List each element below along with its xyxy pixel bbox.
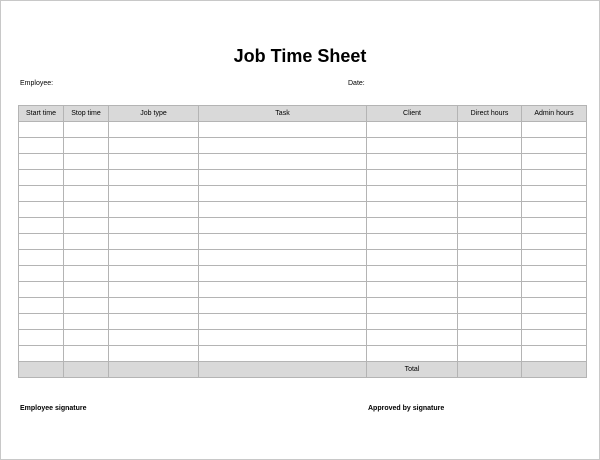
cell-admin-hours[interactable]	[522, 346, 587, 362]
cell-direct-hours[interactable]	[458, 202, 522, 218]
cell-stop-time[interactable]	[64, 202, 109, 218]
cell-admin-hours[interactable]	[522, 298, 587, 314]
table-row	[19, 218, 587, 234]
cell-task[interactable]	[199, 202, 367, 218]
cell-task[interactable]	[199, 170, 367, 186]
cell-client[interactable]	[367, 234, 458, 250]
cell-stop-time[interactable]	[64, 314, 109, 330]
column-header-task: Task	[199, 106, 367, 122]
total-label: Total	[367, 362, 458, 378]
cell-direct-hours[interactable]	[458, 346, 522, 362]
column-header-stop-time: Stop time	[64, 106, 109, 122]
cell-stop-time[interactable]	[64, 122, 109, 138]
cell-stop-time[interactable]	[64, 266, 109, 282]
cell-client[interactable]	[367, 154, 458, 170]
cell-job-type[interactable]	[109, 186, 199, 202]
cell-stop-time[interactable]	[64, 186, 109, 202]
cell-admin-hours[interactable]	[522, 170, 587, 186]
total-cell-task	[199, 362, 367, 378]
cell-client[interactable]	[367, 122, 458, 138]
cell-stop-time[interactable]	[64, 218, 109, 234]
cell-client[interactable]	[367, 218, 458, 234]
cell-client[interactable]	[367, 186, 458, 202]
cell-task[interactable]	[199, 154, 367, 170]
table-row	[19, 298, 587, 314]
cell-admin-hours[interactable]	[522, 218, 587, 234]
column-header-job-type: Job type	[109, 106, 199, 122]
table-row	[19, 346, 587, 362]
cell-admin-hours[interactable]	[522, 314, 587, 330]
cell-client[interactable]	[367, 202, 458, 218]
column-header-client: Client	[367, 106, 458, 122]
cell-start-time[interactable]	[19, 122, 64, 138]
table-row	[19, 122, 587, 138]
cell-direct-hours[interactable]	[458, 330, 522, 346]
cell-start-time[interactable]	[19, 250, 64, 266]
cell-client[interactable]	[367, 250, 458, 266]
cell-job-type[interactable]	[109, 314, 199, 330]
cell-stop-time[interactable]	[64, 330, 109, 346]
cell-start-time[interactable]	[19, 154, 64, 170]
cell-client[interactable]	[367, 330, 458, 346]
table-header-row	[19, 106, 587, 122]
cell-start-time[interactable]	[19, 346, 64, 362]
cell-client[interactable]	[367, 314, 458, 330]
cell-direct-hours[interactable]	[458, 138, 522, 154]
cell-direct-hours[interactable]	[458, 186, 522, 202]
total-cell-stop	[64, 362, 109, 378]
cell-task[interactable]	[199, 122, 367, 138]
cell-job-type[interactable]	[109, 218, 199, 234]
cell-start-time[interactable]	[19, 202, 64, 218]
cell-stop-time[interactable]	[64, 346, 109, 362]
cell-client[interactable]	[367, 138, 458, 154]
cell-start-time[interactable]	[19, 330, 64, 346]
cell-admin-hours[interactable]	[522, 234, 587, 250]
table-row	[19, 282, 587, 298]
cell-job-type[interactable]	[109, 282, 199, 298]
cell-direct-hours[interactable]	[458, 298, 522, 314]
cell-task[interactable]	[199, 266, 367, 282]
cell-client[interactable]	[367, 266, 458, 282]
cell-direct-hours[interactable]	[458, 314, 522, 330]
table-row	[19, 330, 587, 346]
cell-admin-hours[interactable]	[522, 138, 587, 154]
page-title: Job Time Sheet	[233, 46, 367, 66]
cell-stop-time[interactable]	[64, 170, 109, 186]
cell-task[interactable]	[199, 298, 367, 314]
cell-start-time[interactable]	[19, 138, 64, 154]
table-row	[19, 154, 587, 170]
cell-direct-hours[interactable]	[458, 154, 522, 170]
cell-direct-hours[interactable]	[458, 218, 522, 234]
cell-task[interactable]	[199, 330, 367, 346]
table-row	[19, 234, 587, 250]
cell-job-type[interactable]	[109, 266, 199, 282]
cell-stop-time[interactable]	[64, 234, 109, 250]
cell-admin-hours[interactable]	[522, 122, 587, 138]
cell-stop-time[interactable]	[64, 138, 109, 154]
table-row	[19, 250, 587, 266]
total-admin-hours-cell[interactable]	[522, 362, 587, 378]
cell-job-type[interactable]	[109, 122, 199, 138]
cell-admin-hours[interactable]	[522, 202, 587, 218]
cell-start-time[interactable]	[19, 186, 64, 202]
cell-job-type[interactable]	[109, 202, 199, 218]
cell-job-type[interactable]	[109, 298, 199, 314]
cell-admin-hours[interactable]	[522, 154, 587, 170]
cell-client[interactable]	[367, 282, 458, 298]
cell-direct-hours[interactable]	[458, 282, 522, 298]
approved-signature-label: Approved by signature	[368, 405, 445, 412]
table-row	[19, 266, 587, 282]
cell-direct-hours[interactable]	[458, 122, 522, 138]
cell-start-time[interactable]	[19, 314, 64, 330]
cell-admin-hours[interactable]	[522, 250, 587, 266]
cell-job-type[interactable]	[109, 330, 199, 346]
cell-task[interactable]	[199, 234, 367, 250]
cell-client[interactable]	[367, 346, 458, 362]
cell-start-time[interactable]	[19, 266, 64, 282]
cell-direct-hours[interactable]	[458, 250, 522, 266]
table-row	[19, 138, 587, 154]
cell-stop-time[interactable]	[64, 154, 109, 170]
time-sheet-table	[18, 105, 587, 378]
cell-job-type[interactable]	[109, 234, 199, 250]
column-header-admin-hours: Admin hours	[522, 106, 587, 122]
cell-admin-hours[interactable]	[522, 266, 587, 282]
cell-task[interactable]	[199, 346, 367, 362]
total-cell-job-type	[109, 362, 199, 378]
cell-direct-hours[interactable]	[458, 170, 522, 186]
table-row	[19, 314, 587, 330]
table-row	[19, 186, 587, 202]
cell-job-type[interactable]	[109, 154, 199, 170]
cell-admin-hours[interactable]	[522, 186, 587, 202]
cell-stop-time[interactable]	[64, 298, 109, 314]
cell-direct-hours[interactable]	[458, 266, 522, 282]
cell-admin-hours[interactable]	[522, 282, 587, 298]
total-row	[19, 362, 587, 378]
column-header-direct-hours: Direct hours	[458, 106, 522, 122]
table-row	[19, 202, 587, 218]
employee-label: Employee:	[20, 80, 54, 87]
cell-task[interactable]	[199, 250, 367, 266]
cell-start-time[interactable]	[19, 282, 64, 298]
cell-client[interactable]	[367, 298, 458, 314]
cell-job-type[interactable]	[109, 138, 199, 154]
cell-task[interactable]	[199, 186, 367, 202]
cell-task[interactable]	[199, 314, 367, 330]
cell-start-time[interactable]	[19, 218, 64, 234]
cell-job-type[interactable]	[109, 250, 199, 266]
cell-task[interactable]	[199, 218, 367, 234]
cell-task[interactable]	[199, 282, 367, 298]
cell-stop-time[interactable]	[64, 282, 109, 298]
cell-job-type[interactable]	[109, 170, 199, 186]
cell-client[interactable]	[367, 170, 458, 186]
cell-direct-hours[interactable]	[458, 234, 522, 250]
cell-task[interactable]	[199, 138, 367, 154]
cell-start-time[interactable]	[19, 298, 64, 314]
table-body	[19, 122, 587, 362]
column-header-start-time: Start time	[19, 106, 64, 122]
cell-admin-hours[interactable]	[522, 330, 587, 346]
total-direct-hours-cell[interactable]	[458, 362, 522, 378]
employee-signature-label: Employee signature	[20, 405, 87, 412]
date-label: Date:	[348, 80, 365, 87]
cell-start-time[interactable]	[19, 234, 64, 250]
cell-stop-time[interactable]	[64, 250, 109, 266]
cell-job-type[interactable]	[109, 346, 199, 362]
table-row	[19, 170, 587, 186]
total-cell-start	[19, 362, 64, 378]
cell-start-time[interactable]	[19, 170, 64, 186]
